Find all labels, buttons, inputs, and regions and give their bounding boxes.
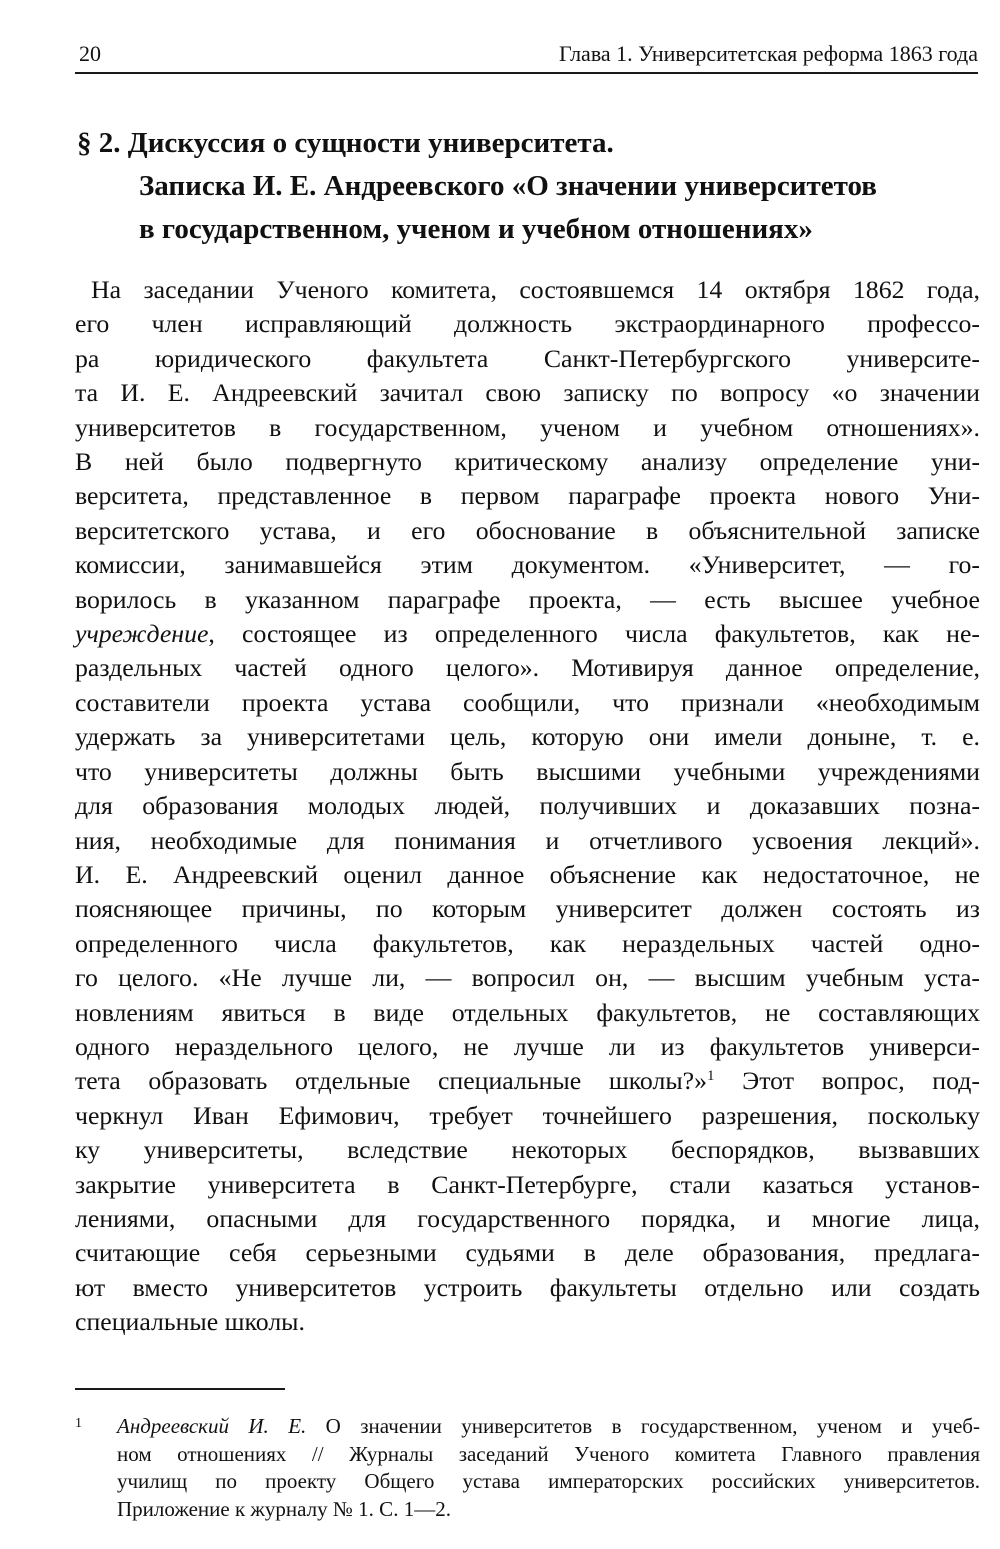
- section-heading-line: Записка И. Е. Андреевского «О значении университетов: [139, 170, 877, 202]
- body-line-rest: Этот вопрос, под-: [714, 1066, 980, 1096]
- footnote-line: училищ по проекту Общего устава императорских российских университетов.: [117, 1469, 980, 1493]
- body-line: специальные школы.: [75, 1307, 305, 1337]
- page-number: 20: [79, 41, 101, 66]
- body-paragraph: [75, 273, 980, 1340]
- body-line: [75, 617, 980, 651]
- body-line: составители проекта устава сообщили, что признали «необходимым: [75, 687, 980, 717]
- body-line: го целого. «Не лучше ли, — вопросил он, — высшим учебным уста-: [75, 963, 980, 993]
- body-line: верситетского устава, и его обоснование в объяснительной записке: [75, 515, 980, 545]
- body-line-start: тета образовать отдельные специальные школы?»: [75, 1066, 708, 1096]
- body-line: считающие себя серьезными судьями в деле образования, предлага-: [75, 1238, 980, 1268]
- footnote-line: Приложение к журналу № 1. С. 1—2.: [117, 1496, 451, 1521]
- body-line: одного нераздельного целого, не лучше ли из факультетов универси-: [75, 1031, 980, 1061]
- footnote-reference[interactable]: 1: [707, 1068, 715, 1085]
- body-line: ют вместо университетов устроить факультеты отдельно или создать: [75, 1272, 980, 1302]
- body-line: черкнул Иван Ефимович, требует точнейшего разрешения, поскольку: [75, 1100, 980, 1130]
- body-line: новлениям явиться в виде отдельных факультетов, не составляющих: [75, 997, 980, 1027]
- body-line: лениями, опасными для государственного порядка, и многие лица,: [75, 1203, 980, 1233]
- section-heading: [77, 122, 977, 251]
- body-line: ворилось в указанном параграфе проекта, — есть высшее учебное: [75, 584, 980, 614]
- body-line: его член исправляющий должность экстраординарного профессо-: [75, 309, 980, 339]
- body-line: удержать за университетами цель, которую они имели доныне, т. е.: [75, 722, 980, 752]
- footnote-line: [117, 1413, 980, 1441]
- footnote-author: Андреевский И. Е.: [117, 1414, 307, 1438]
- section-heading-line: § 2. Дискуссия о сущности университета.: [77, 127, 614, 159]
- running-header: [75, 38, 978, 74]
- body-line: поясняющее причины, по которым университет должен состоять из: [75, 894, 980, 924]
- body-line: университетов в государственном, ученом и учебном отношениях».: [75, 412, 980, 442]
- footnote-line: ном отношениях // Журналы заседаний Ученого комитета Главного правления: [117, 1441, 980, 1466]
- body-line-rest: , состоящее из определенного числа факультетов, как не-: [208, 619, 980, 649]
- body-line: что университеты должны быть высшими учебными учреждениями: [75, 756, 980, 786]
- body-line: И. Е. Андреевский оценил данное объяснение как недостаточное, не: [75, 859, 980, 889]
- body-line: [75, 1064, 980, 1098]
- body-line: закрытие университета в Санкт-Петербурге, стали казаться установ-: [75, 1169, 980, 1199]
- body-line: В ней было подвергнуто критическому анализу определение уни-: [75, 447, 980, 477]
- body-line: определенного числа факультетов, как нераздельных частей одно-: [75, 928, 980, 958]
- body-line: ку университеты, вследствие некоторых беспорядков, вызвавших: [75, 1135, 980, 1165]
- body-line: верситета, представленное в первом параграфе проекта нового Уни-: [75, 481, 980, 511]
- chapter-title: Глава 1. Университетская реформа 1863 года: [559, 41, 978, 66]
- body-line: для образования молодых людей, получивших и доказавших позна-: [75, 791, 980, 821]
- body-line: та И. Е. Андреевский зачитал свою записку по вопросу «о значении: [75, 378, 980, 408]
- footnote-text: [117, 1413, 980, 1523]
- footnote-number: 1: [75, 1416, 82, 1431]
- body-line: ния, необходимые для понимания и отчетливого усвоения лекций».: [75, 825, 980, 855]
- body-line: На заседании Ученого комитета, состоявшемся 14 октября 1862 года,: [91, 275, 980, 304]
- emphasized-word: учреждение: [75, 619, 209, 649]
- body-line: ра юридического факультета Санкт-Петербургского университе-: [75, 343, 980, 373]
- footnote-divider: [75, 1388, 285, 1390]
- footnote: [75, 1413, 980, 1523]
- section-heading-line: в государственном, ученом и учебном отношениях»: [139, 213, 813, 245]
- body-line: комиссии, занимавшейся этим документом. «Университет, — го-: [75, 550, 980, 580]
- body-line: раздельных частей одного целого». Мотивируя данное определение,: [75, 653, 980, 683]
- footnote-line-rest: О значении университетов в государственном, ученом и учеб-: [306, 1414, 980, 1438]
